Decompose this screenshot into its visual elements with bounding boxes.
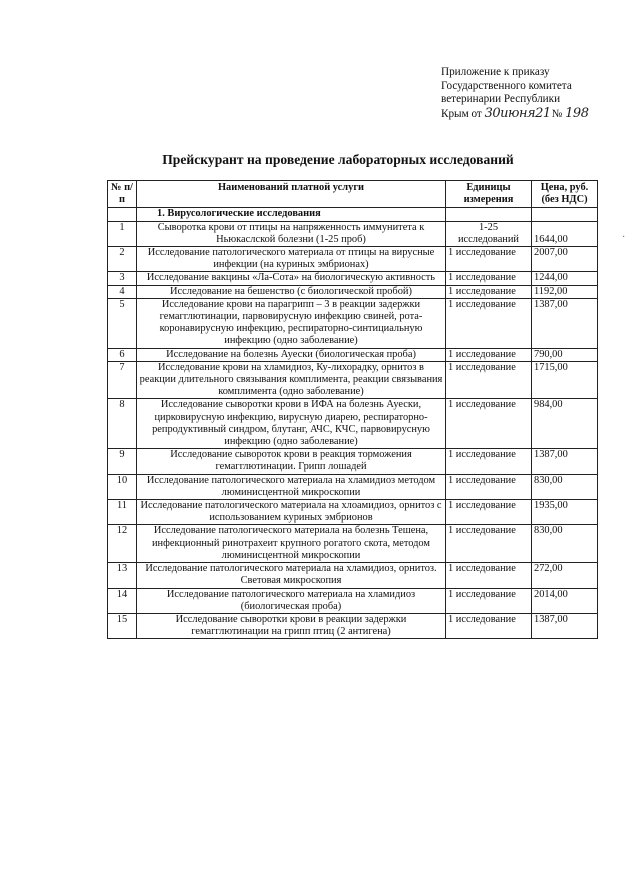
price-value: 1244,00 — [532, 272, 598, 285]
service-name: Исследование на бешенство (с биологической пробой) — [137, 285, 446, 298]
table-row — [108, 525, 598, 563]
table-row — [108, 221, 598, 246]
table-row — [108, 272, 598, 285]
header-name: Наименований платной услуги — [137, 181, 446, 208]
row-number: 11 — [108, 500, 137, 525]
price-value: 272,00 — [532, 563, 598, 588]
table-row — [108, 563, 598, 588]
table-row — [108, 449, 598, 474]
row-number: 9 — [108, 449, 137, 474]
row-number: 6 — [108, 348, 137, 361]
header-price: Цена, руб. (без НДС) — [532, 181, 598, 208]
service-name: Исследование крови на хламидиоз, Ку-лихорадку, орнитоз в реакции длительного связывания комплимента, реакции связывания комплимента (одно заболевание) — [137, 361, 446, 399]
price-table — [107, 180, 598, 639]
service-name: Исследование сывороток крови в реакция торможения гемагглютинации. Грипп лошадей — [137, 449, 446, 474]
approval-line-1: Приложение к приказу — [441, 66, 550, 78]
row-number: 15 — [108, 613, 137, 638]
price-value: 830,00 — [532, 525, 598, 563]
section-num-cell — [108, 208, 137, 221]
unit-of-measure: 1 исследование — [446, 361, 532, 399]
service-name: Сыворотка крови от птицы на напряженность иммунитета к Ньюкаслской болезни (1-25 проб) — [137, 221, 446, 246]
handwritten-date: 30июня21 — [484, 105, 551, 121]
section-price-cell — [532, 208, 598, 221]
row-number: 13 — [108, 563, 137, 588]
order-number-label: № — [551, 107, 563, 120]
unit-of-measure: 1 исследование — [446, 613, 532, 638]
approval-line-4 — [441, 107, 631, 122]
section-title: 1. Вирусологические исследования — [137, 208, 446, 221]
approval-line-2: Государственного комитета — [441, 79, 572, 92]
row-number: 1 — [108, 221, 137, 246]
row-number: 2 — [108, 247, 137, 272]
unit-of-measure: 1-25 исследований — [446, 221, 532, 246]
service-name: Исследование патологического материала на хламидиоз (биологическая проба) — [137, 588, 446, 613]
table-row — [108, 247, 598, 272]
service-name: Исследование на болезнь Ауески (биологическая проба) — [137, 348, 446, 361]
header-num: № п/п — [108, 181, 137, 208]
unit-of-measure: 1 исследование — [446, 399, 532, 449]
row-number: 10 — [108, 474, 137, 499]
handwritten-order-number: 198 — [565, 105, 589, 121]
service-name: Исследование сыворотки крови в ИФА на болезнь Ауески, цирковирусную инфекцию, вирусную диарею, респираторно-репродуктивный синдром, блутанг, АЧС, КЧС, парвовирусную инфекцию (одно заболевание) — [137, 399, 446, 449]
table-header-row — [108, 181, 598, 208]
approval-block — [441, 66, 631, 121]
row-number: 3 — [108, 272, 137, 285]
row-number: 7 — [108, 361, 137, 399]
price-value: 830,00 — [532, 474, 598, 499]
price-value: 1387,00 — [532, 449, 598, 474]
service-name: Исследование сыворотки крови в реакции задержки гемагглютинации на грипп птиц (2 антигена) — [137, 613, 446, 638]
service-name: Исследование патологического материала на болезнь Тешена, инфекционный ринотрахеит крупного рогатого скота, методом люминисцентной микроскопии — [137, 525, 446, 563]
margin-mark: · — [622, 232, 626, 243]
section-unit-cell — [446, 208, 532, 221]
table-row — [108, 399, 598, 449]
unit-of-measure: 1 исследование — [446, 285, 532, 298]
service-name: Исследование вакцины «Ла-Сота» на биологическую активность — [137, 272, 446, 285]
service-name: Исследование патологического материала от птицы на вирусные инфекции (на куриных эмбрионах) — [137, 247, 446, 272]
service-name: Исследование крови на парагрипп – 3 в реакции задержки гемагглютинации, парвовирусную инфекцию свиней, рота-коронавирусную инфекцию, респираторно-синтициальную инфекцию (одно заболевание) — [137, 298, 446, 348]
price-value: 2014,00 — [532, 588, 598, 613]
unit-of-measure: 1 исследование — [446, 247, 532, 272]
service-name: Исследование патологического материала на хлоамидиоз, орнитоз с использованием куриных эмбрионов — [137, 500, 446, 525]
table-row — [108, 361, 598, 399]
price-value: 1387,00 — [532, 298, 598, 348]
row-number: 5 — [108, 298, 137, 348]
table-row — [108, 474, 598, 499]
unit-of-measure: 1 исследование — [446, 500, 532, 525]
price-value: 984,00 — [532, 399, 598, 449]
price-value: 1715,00 — [532, 361, 598, 399]
table-row — [108, 588, 598, 613]
table-row — [108, 285, 598, 298]
approval-date-prefix: Крым от — [441, 107, 482, 120]
price-value: 790,00 — [532, 348, 598, 361]
price-value: 1387,00 — [532, 613, 598, 638]
row-number: 4 — [108, 285, 137, 298]
document-title: Прейскурант на проведение лабораторных исследований — [162, 152, 514, 167]
unit-of-measure: 1 исследование — [446, 588, 532, 613]
approval-line-3: ветеринарии Республики — [441, 93, 561, 106]
table-row — [108, 298, 598, 348]
row-number: 12 — [108, 525, 137, 563]
service-name: Исследование патологического материала на хламидиоз, орнитоз. Световая микроскопия — [137, 563, 446, 588]
price-value: 1935,00 — [532, 500, 598, 525]
row-number: 14 — [108, 588, 137, 613]
table-row — [108, 613, 598, 638]
service-name: Исследование патологического материала на хламидиоз методом люминисцентной микроскопии — [137, 474, 446, 499]
unit-of-measure: 1 исследование — [446, 474, 532, 499]
unit-of-measure: 1 исследование — [446, 563, 532, 588]
unit-of-measure: 1 исследование — [446, 525, 532, 563]
price-value: 1644,00 — [532, 221, 598, 246]
price-value: 2007,00 — [532, 247, 598, 272]
table-row — [108, 348, 598, 361]
section-row — [108, 208, 598, 221]
price-value: 1192,00 — [532, 285, 598, 298]
unit-of-measure: 1 исследование — [446, 449, 532, 474]
row-number: 8 — [108, 399, 137, 449]
header-unit: Единицы измерения — [446, 181, 532, 208]
table-row — [108, 500, 598, 525]
unit-of-measure: 1 исследование — [446, 298, 532, 348]
unit-of-measure: 1 исследование — [446, 272, 532, 285]
unit-of-measure: 1 исследование — [446, 348, 532, 361]
